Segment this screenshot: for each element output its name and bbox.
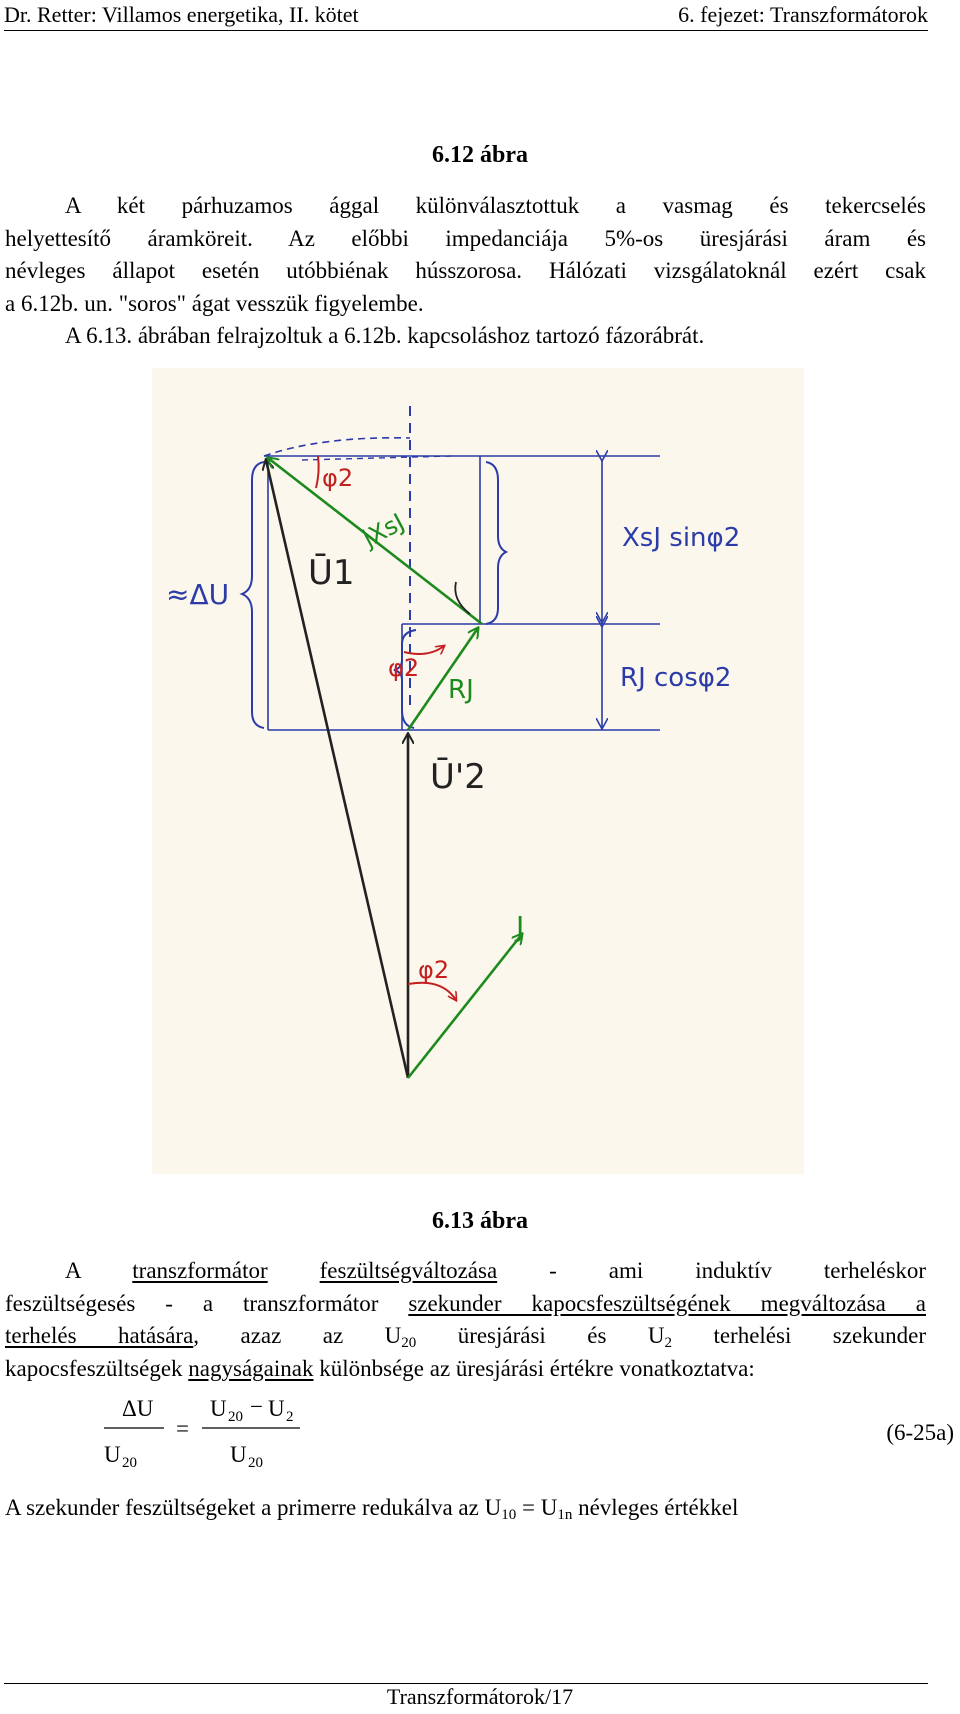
text-plain: A szekunder feszültségeket a primerre redukálva az xyxy=(5,1495,485,1520)
word: induktív xyxy=(695,1258,772,1283)
comma: , xyxy=(193,1323,200,1348)
text-plain: névleges értékkel xyxy=(572,1495,739,1520)
word: azaz xyxy=(240,1323,282,1348)
label-phi2-bottom: φ2 xyxy=(418,956,450,984)
angle-arc-bottom xyxy=(408,983,456,1000)
equals-sign: = xyxy=(176,1416,189,1441)
term-feszultsegvaltozasa: feszültségváltozása xyxy=(319,1258,498,1283)
paragraph-final xyxy=(5,1492,926,1525)
label-delta-u: ≈ΔU xyxy=(166,578,230,611)
term-terheles-wrap xyxy=(5,1323,199,1348)
label-phi2-top: φ2 xyxy=(322,464,354,492)
label-i: J xyxy=(516,910,525,943)
symbol-subscript: 1n xyxy=(557,1507,573,1523)
equation-number: (6-25a) xyxy=(886,1420,954,1445)
header-left: Dr. Retter: Villamos energetika, II. kötet xyxy=(4,2,359,27)
brace-xsin xyxy=(486,462,506,624)
figure-caption-6-13: 6.13 ábra xyxy=(432,1208,528,1234)
text-line xyxy=(5,1288,926,1321)
symbol-letter: U xyxy=(540,1495,558,1520)
text-line xyxy=(5,1492,926,1525)
word: és xyxy=(587,1323,607,1348)
page-header xyxy=(4,0,928,31)
equals-inline: = xyxy=(516,1495,541,1520)
fraction-left-denominator-u: U xyxy=(104,1442,121,1467)
fraction-right-u20: U xyxy=(210,1396,227,1421)
symbol-u1n xyxy=(540,1495,573,1523)
label-rcos: RJ cosφ2 xyxy=(620,663,732,693)
fraction-right-u2: U xyxy=(268,1396,285,1421)
text-plain: kapocsfeszültségek xyxy=(5,1355,189,1381)
symbol-letter: U xyxy=(384,1323,402,1348)
equation-6-25a xyxy=(0,1376,960,1476)
label-phi2-mid: φ2 xyxy=(388,654,420,682)
term-szekunder-kapocs: szekunder kapocsfeszültségének megváltozása a xyxy=(408,1290,926,1316)
symbol-subscript: 10 xyxy=(501,1507,517,1523)
word: szekunder xyxy=(832,1323,927,1348)
symbol-u2 xyxy=(647,1323,672,1351)
figure-caption-6-12: 6.12 ábra xyxy=(432,142,528,168)
header-right: 6. fejezet: Transzformátorok xyxy=(678,2,928,27)
fraction-right-u20-sub: 20 xyxy=(228,1409,243,1425)
text-plain: különbsége az üresjárási értékre vonatkoztatva: xyxy=(313,1355,755,1381)
word: A xyxy=(65,1258,81,1283)
label-u2: Ū'2 xyxy=(430,757,486,797)
symbol-letter: U xyxy=(647,1323,665,1348)
word: terheléskor xyxy=(823,1258,927,1283)
page-footer: Transzformátorok/17 xyxy=(386,1684,574,1709)
fraction-right-u2-sub: 2 xyxy=(286,1409,294,1425)
label-u1: Ū1 xyxy=(308,553,355,593)
fraction-left-denominator-sub: 20 xyxy=(122,1455,137,1471)
text-line xyxy=(5,1255,926,1288)
label-xsin: XsJ sinφ2 xyxy=(622,523,741,553)
projection-top xyxy=(264,438,410,456)
phasor-diagram-svg xyxy=(152,368,804,1174)
text-plain: feszültségesés - a transzformátor xyxy=(5,1290,409,1316)
term-terheles-hatasara: terhelés hatására xyxy=(5,1323,194,1348)
word: az xyxy=(322,1323,344,1348)
text-line: A két párhuzamos ággal különválasztottuk a vasmag és tekercselés xyxy=(65,193,926,218)
word: ami xyxy=(608,1258,644,1283)
phasor-diagram xyxy=(152,368,804,1174)
symbol-u10 xyxy=(484,1495,517,1523)
text-line: névleges állapot esetén utóbbiénak hússzorosa. Hálózati vizsgálatoknál ezért csak xyxy=(5,258,926,283)
text-line: helyettesítő áramköreit. Az előbbi impedanciája 5%-os üresjárási áram és xyxy=(5,225,926,251)
text-line: A 6.13. ábrában felrajzoltuk a 6.12b. kapcsoláshoz tartozó fázorábrát. xyxy=(65,323,705,348)
angle-arc-top xyxy=(316,456,319,488)
fraction-right-denominator-u: U xyxy=(230,1442,247,1467)
fraction-right-denominator-sub: 20 xyxy=(248,1455,263,1471)
text-line xyxy=(5,1320,926,1353)
equation-svg xyxy=(90,1376,490,1476)
label-ri: RJ xyxy=(448,675,474,705)
paragraph-intro xyxy=(5,190,926,353)
symbol-subscript: 2 xyxy=(664,1335,672,1351)
text-line: a 6.12b. un. "soros" ágat vesszük figyelembe. xyxy=(5,290,424,316)
word: terhelési xyxy=(713,1323,792,1348)
word: üresjárási xyxy=(457,1323,546,1348)
term-transzformator: transzformátor xyxy=(132,1258,268,1283)
paragraph-definition xyxy=(5,1255,926,1385)
label-jxi: jXsJ xyxy=(358,507,409,553)
word: - xyxy=(549,1258,557,1283)
symbol-u20 xyxy=(384,1323,417,1351)
minus-sign: − xyxy=(250,1394,263,1419)
symbol-subscript: 20 xyxy=(401,1335,417,1351)
brace-delta-u xyxy=(242,462,264,728)
symbol-letter: U xyxy=(484,1495,502,1520)
fraction-left-numerator: ΔU xyxy=(122,1396,154,1421)
term-nagysagainak: nagyságainak xyxy=(188,1355,314,1381)
